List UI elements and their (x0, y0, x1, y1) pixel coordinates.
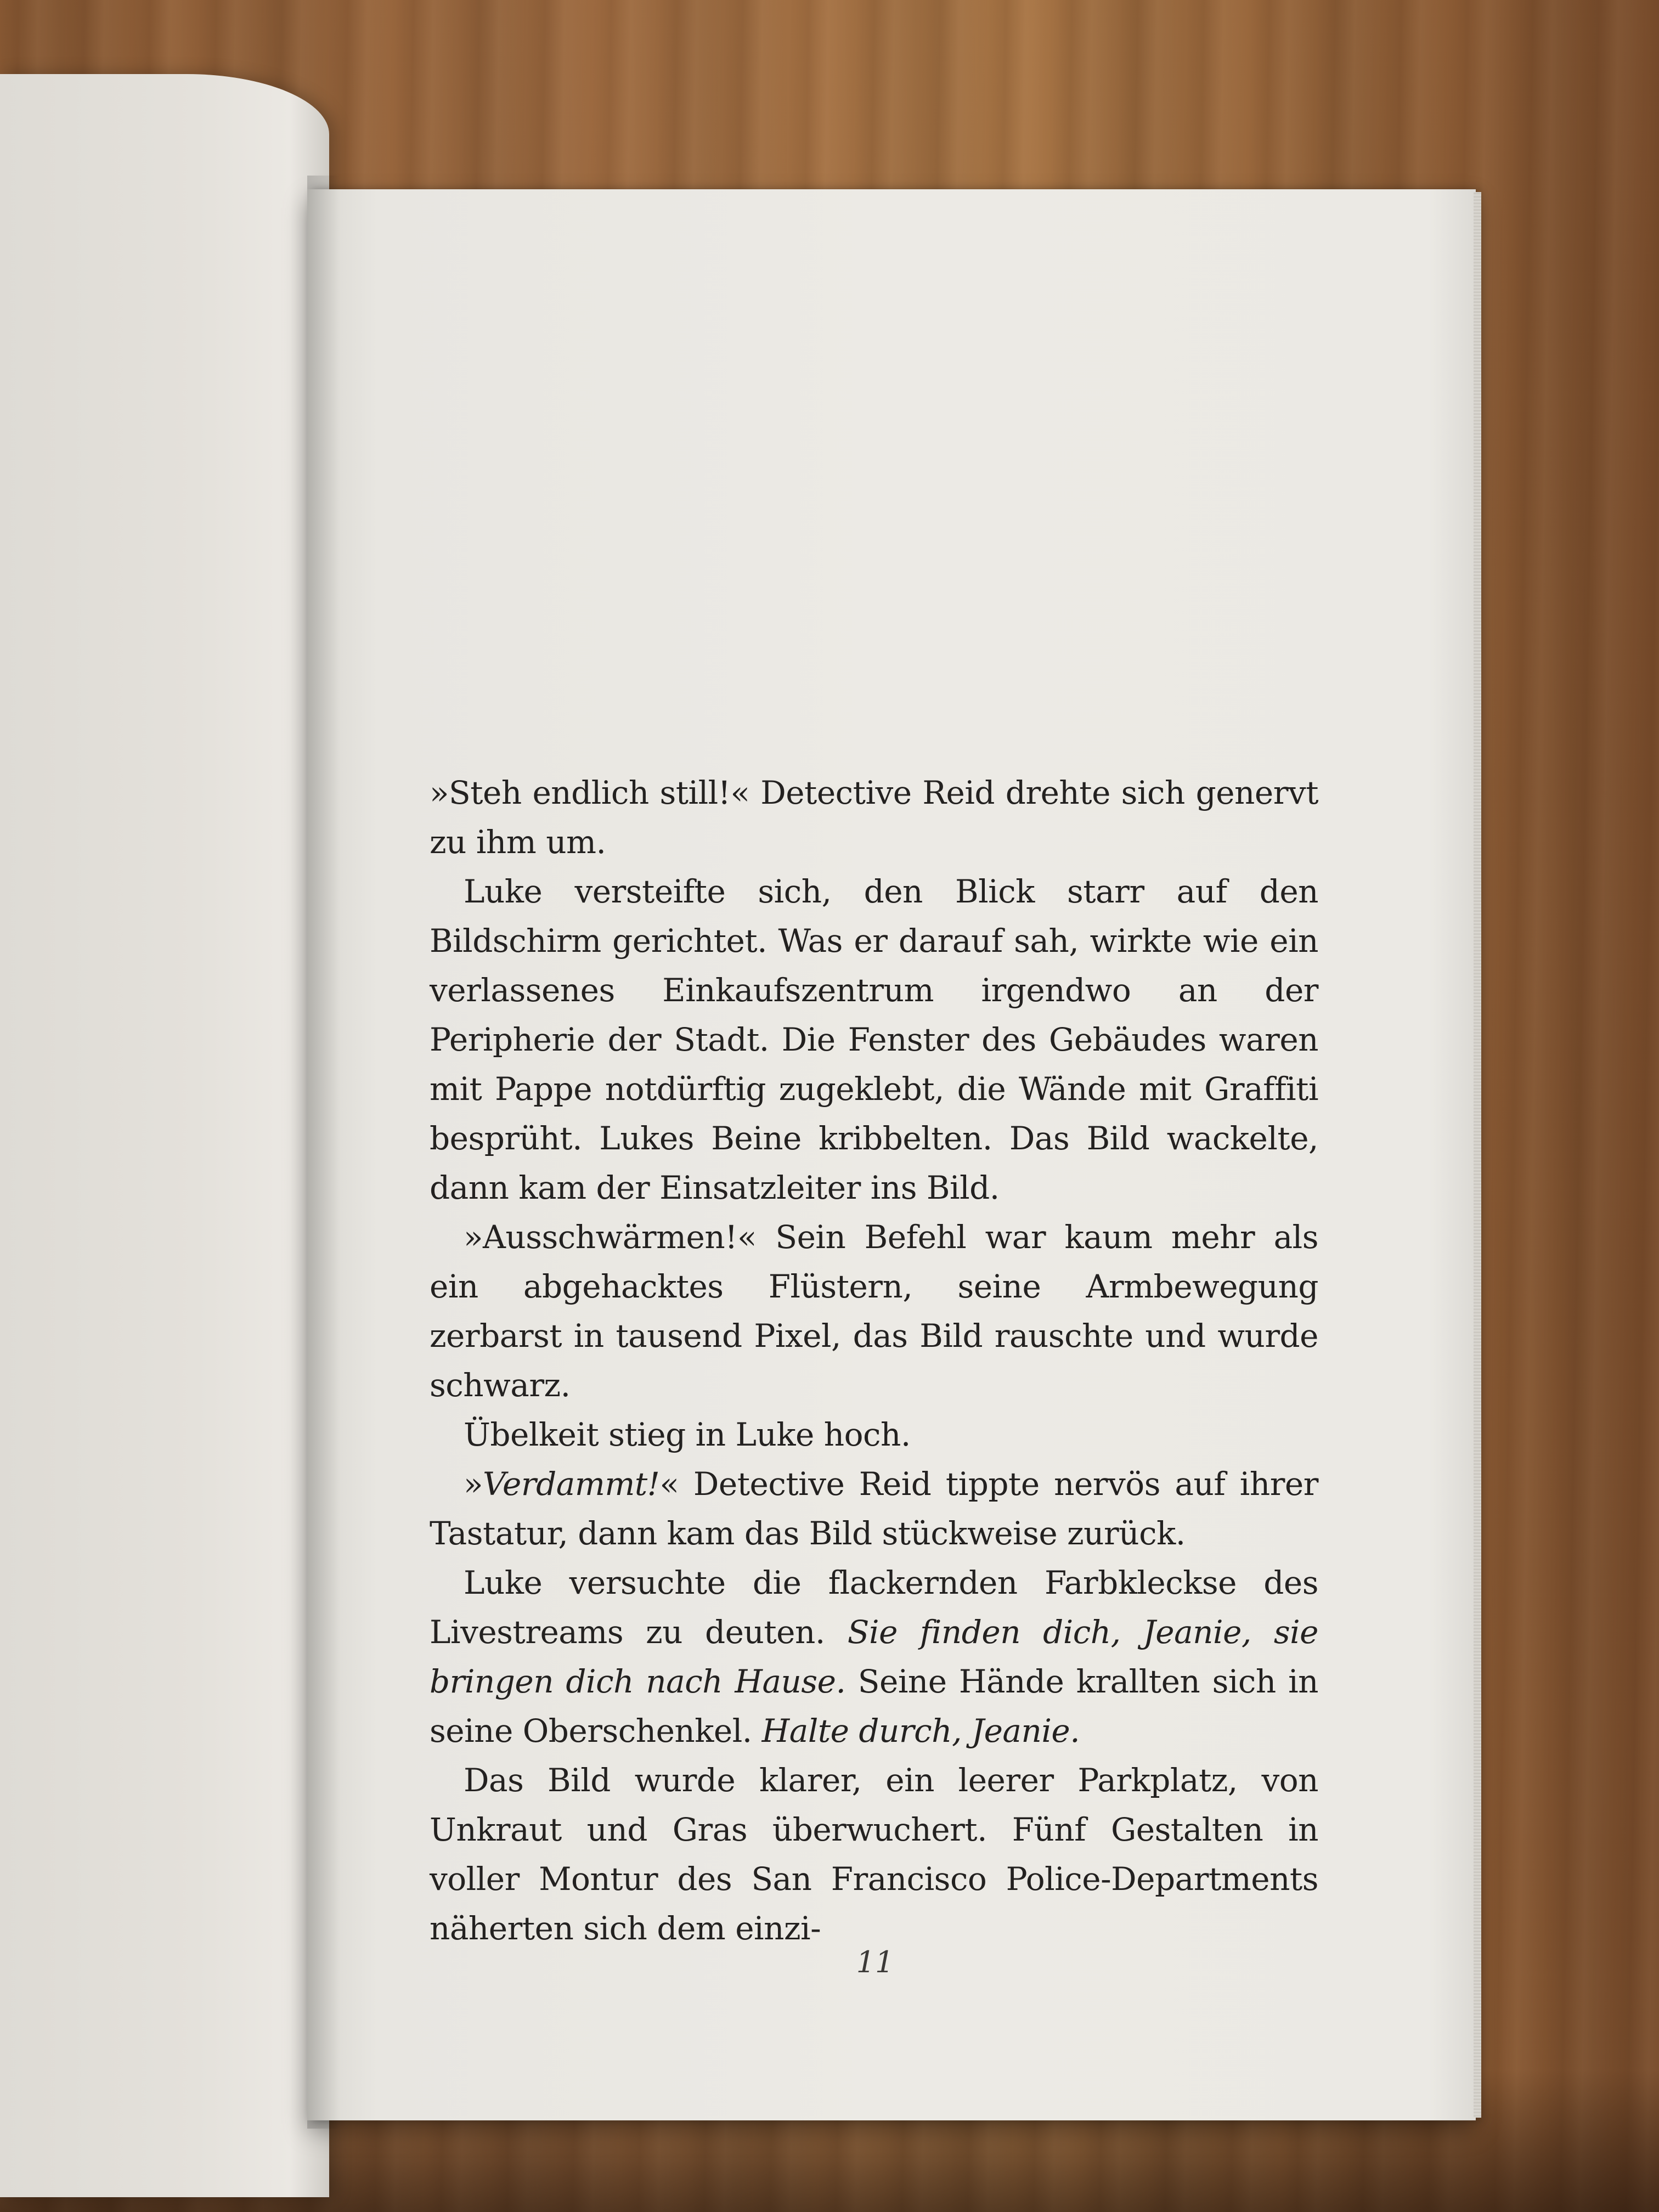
text-run: »Steh endlich still!« Detective Reid drehte sich genervt zu ihm um. (430, 774, 1318, 861)
text-run: »Ausschwärmen!« Sein Befehl war kaum mehr als ein abgehacktes Flüstern, seine Armbewegung zerbarst in tausend Pixel, das Bild rauschte und wurde schwarz. (430, 1218, 1318, 1404)
paragraph (430, 1212, 1318, 1410)
page-number: 11 (856, 1945, 894, 1979)
text-run: Seine Hände krallten sich in seine Oberschenkel. (430, 1663, 1319, 1750)
text-run: » (464, 1465, 483, 1503)
italic-text: Sie finden dich, Jeanie, sie bringen dich nach Hause. (430, 1613, 1318, 1700)
paragraph (430, 1558, 1318, 1756)
text-run: Luke versteifte sich, den Blick starr auf den Bildschirm gerichtet. Was er darauf sah, wirkte wie ein verlassenes Einkaufszentrum irgendwo an der Peripherie der Stadt. Die Fenster des Gebäudes waren mit Pappe notdürftig zugeklebt, die Wände mit Graffiti besprüht. Lukes Beine kribbelten. Das Bild wackelte, dann kam der Einsatzleiter ins Bild. (430, 873, 1318, 1206)
left-book-page (0, 74, 329, 2197)
paragraph (430, 1756, 1318, 1953)
body-text (430, 768, 1318, 1953)
text-run: « Detective Reid tippte nervös auf ihrer Tastatur, dann kam das Bild stückweise zurück. (430, 1465, 1318, 1552)
paragraph (430, 1410, 1318, 1459)
book-gutter-shadow (307, 176, 340, 2129)
paragraph (430, 867, 1318, 1212)
text-run: Das Bild wurde klarer, ein leerer Parkplatz, von Unkraut und Gras überwuchert. Fünf Gestalten in voller Montur des San Francisco Police-Departments näherten sich dem einzi- (430, 1762, 1318, 1947)
italic-text: Verdammt! (483, 1465, 660, 1503)
paragraph (430, 768, 1318, 867)
italic-text: Halte durch, Jeanie. (761, 1712, 1080, 1750)
page-stack-edge (1474, 192, 1481, 2118)
text-run: Luke versuchte die flackernden Farbkleckse des Livestreams zu deuten. (430, 1564, 1318, 1651)
text-run: Übelkeit stieg in Luke hoch. (464, 1416, 911, 1453)
paragraph (430, 1459, 1318, 1558)
